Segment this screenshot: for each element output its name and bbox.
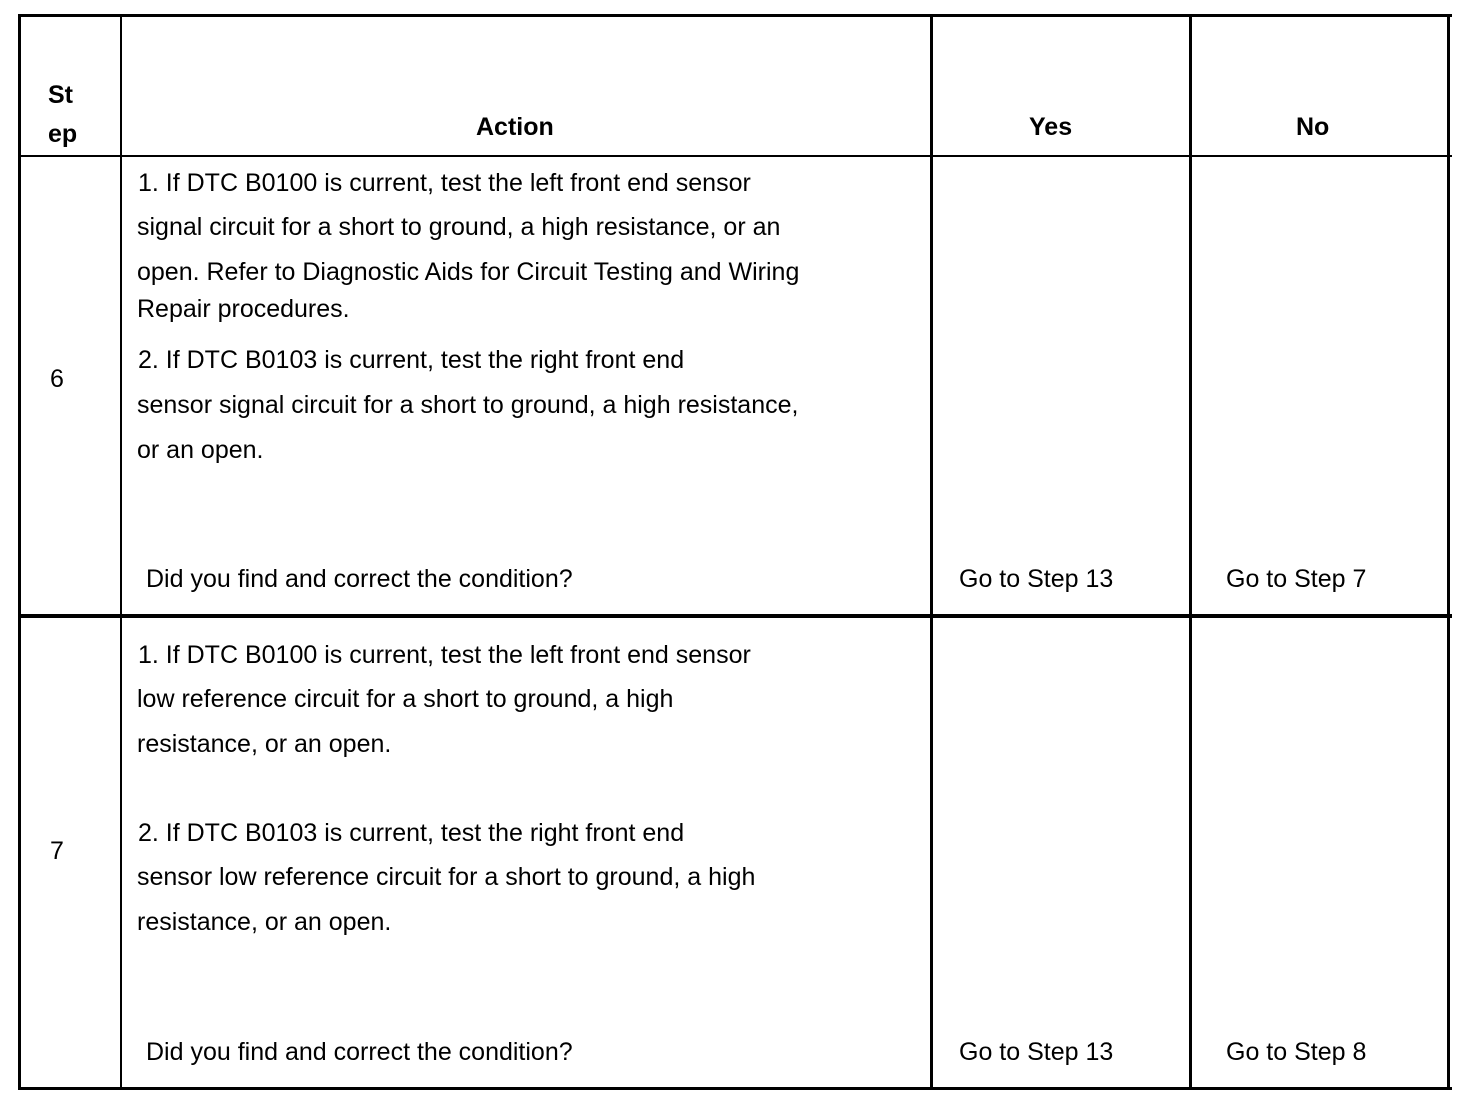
action-line: Repair procedures. xyxy=(137,295,350,323)
action-line: resistance, or an open. xyxy=(137,908,392,936)
action-line: resistance, or an open. xyxy=(137,730,392,758)
table-top-border xyxy=(18,14,1452,17)
action-line: sensor signal circuit for a short to ground, a high resistance, xyxy=(137,391,799,419)
action-question: Did you find and correct the condition? xyxy=(146,1038,573,1066)
action-line: sensor low reference circuit for a short to ground, a high xyxy=(137,863,756,891)
action-line: or an open. xyxy=(137,436,264,464)
action-line: 2. If DTC B0103 is current, test the right front end xyxy=(138,819,685,847)
action-line: 1. If DTC B0100 is current, test the left front end sensor xyxy=(138,641,751,669)
no-column-header: No xyxy=(1296,113,1330,141)
action-line: 1. If DTC B0100 is current, test the left front end sensor xyxy=(138,169,751,197)
no-result: Go to Step 7 xyxy=(1226,565,1367,593)
yes-result: Go to Step 13 xyxy=(959,1038,1114,1066)
action-line: open. Refer to Diagnostic Aids for Circuit Testing and Wiring xyxy=(137,258,800,286)
table-right-border xyxy=(1447,14,1450,1090)
action-column-header: Action xyxy=(476,113,554,141)
step-number: 7 xyxy=(50,837,64,865)
action-line: low reference circuit for a short to ground, a high xyxy=(137,685,674,713)
header-bottom-border xyxy=(18,155,1452,157)
step-column-divider xyxy=(120,14,122,1090)
yes-result: Go to Step 13 xyxy=(959,565,1114,593)
diagnostic-table xyxy=(18,14,1452,1090)
action-line: 2. If DTC B0103 is current, test the right front end xyxy=(138,346,685,374)
table-bottom-border xyxy=(18,1087,1452,1090)
no-result: Go to Step 8 xyxy=(1226,1038,1367,1066)
action-question: Did you find and correct the condition? xyxy=(146,565,573,593)
step-header-line-1: St xyxy=(48,81,73,109)
step-header-line-2: ep xyxy=(48,120,78,148)
action-line: signal circuit for a short to ground, a high resistance, or an xyxy=(137,213,781,241)
yes-column-divider xyxy=(1189,14,1192,1090)
table-left-border xyxy=(18,14,21,1090)
row-separator xyxy=(18,614,1452,618)
step-number: 6 xyxy=(50,365,64,393)
action-column-divider xyxy=(930,14,933,1090)
step-column-header xyxy=(48,76,108,154)
yes-column-header: Yes xyxy=(1029,113,1073,141)
